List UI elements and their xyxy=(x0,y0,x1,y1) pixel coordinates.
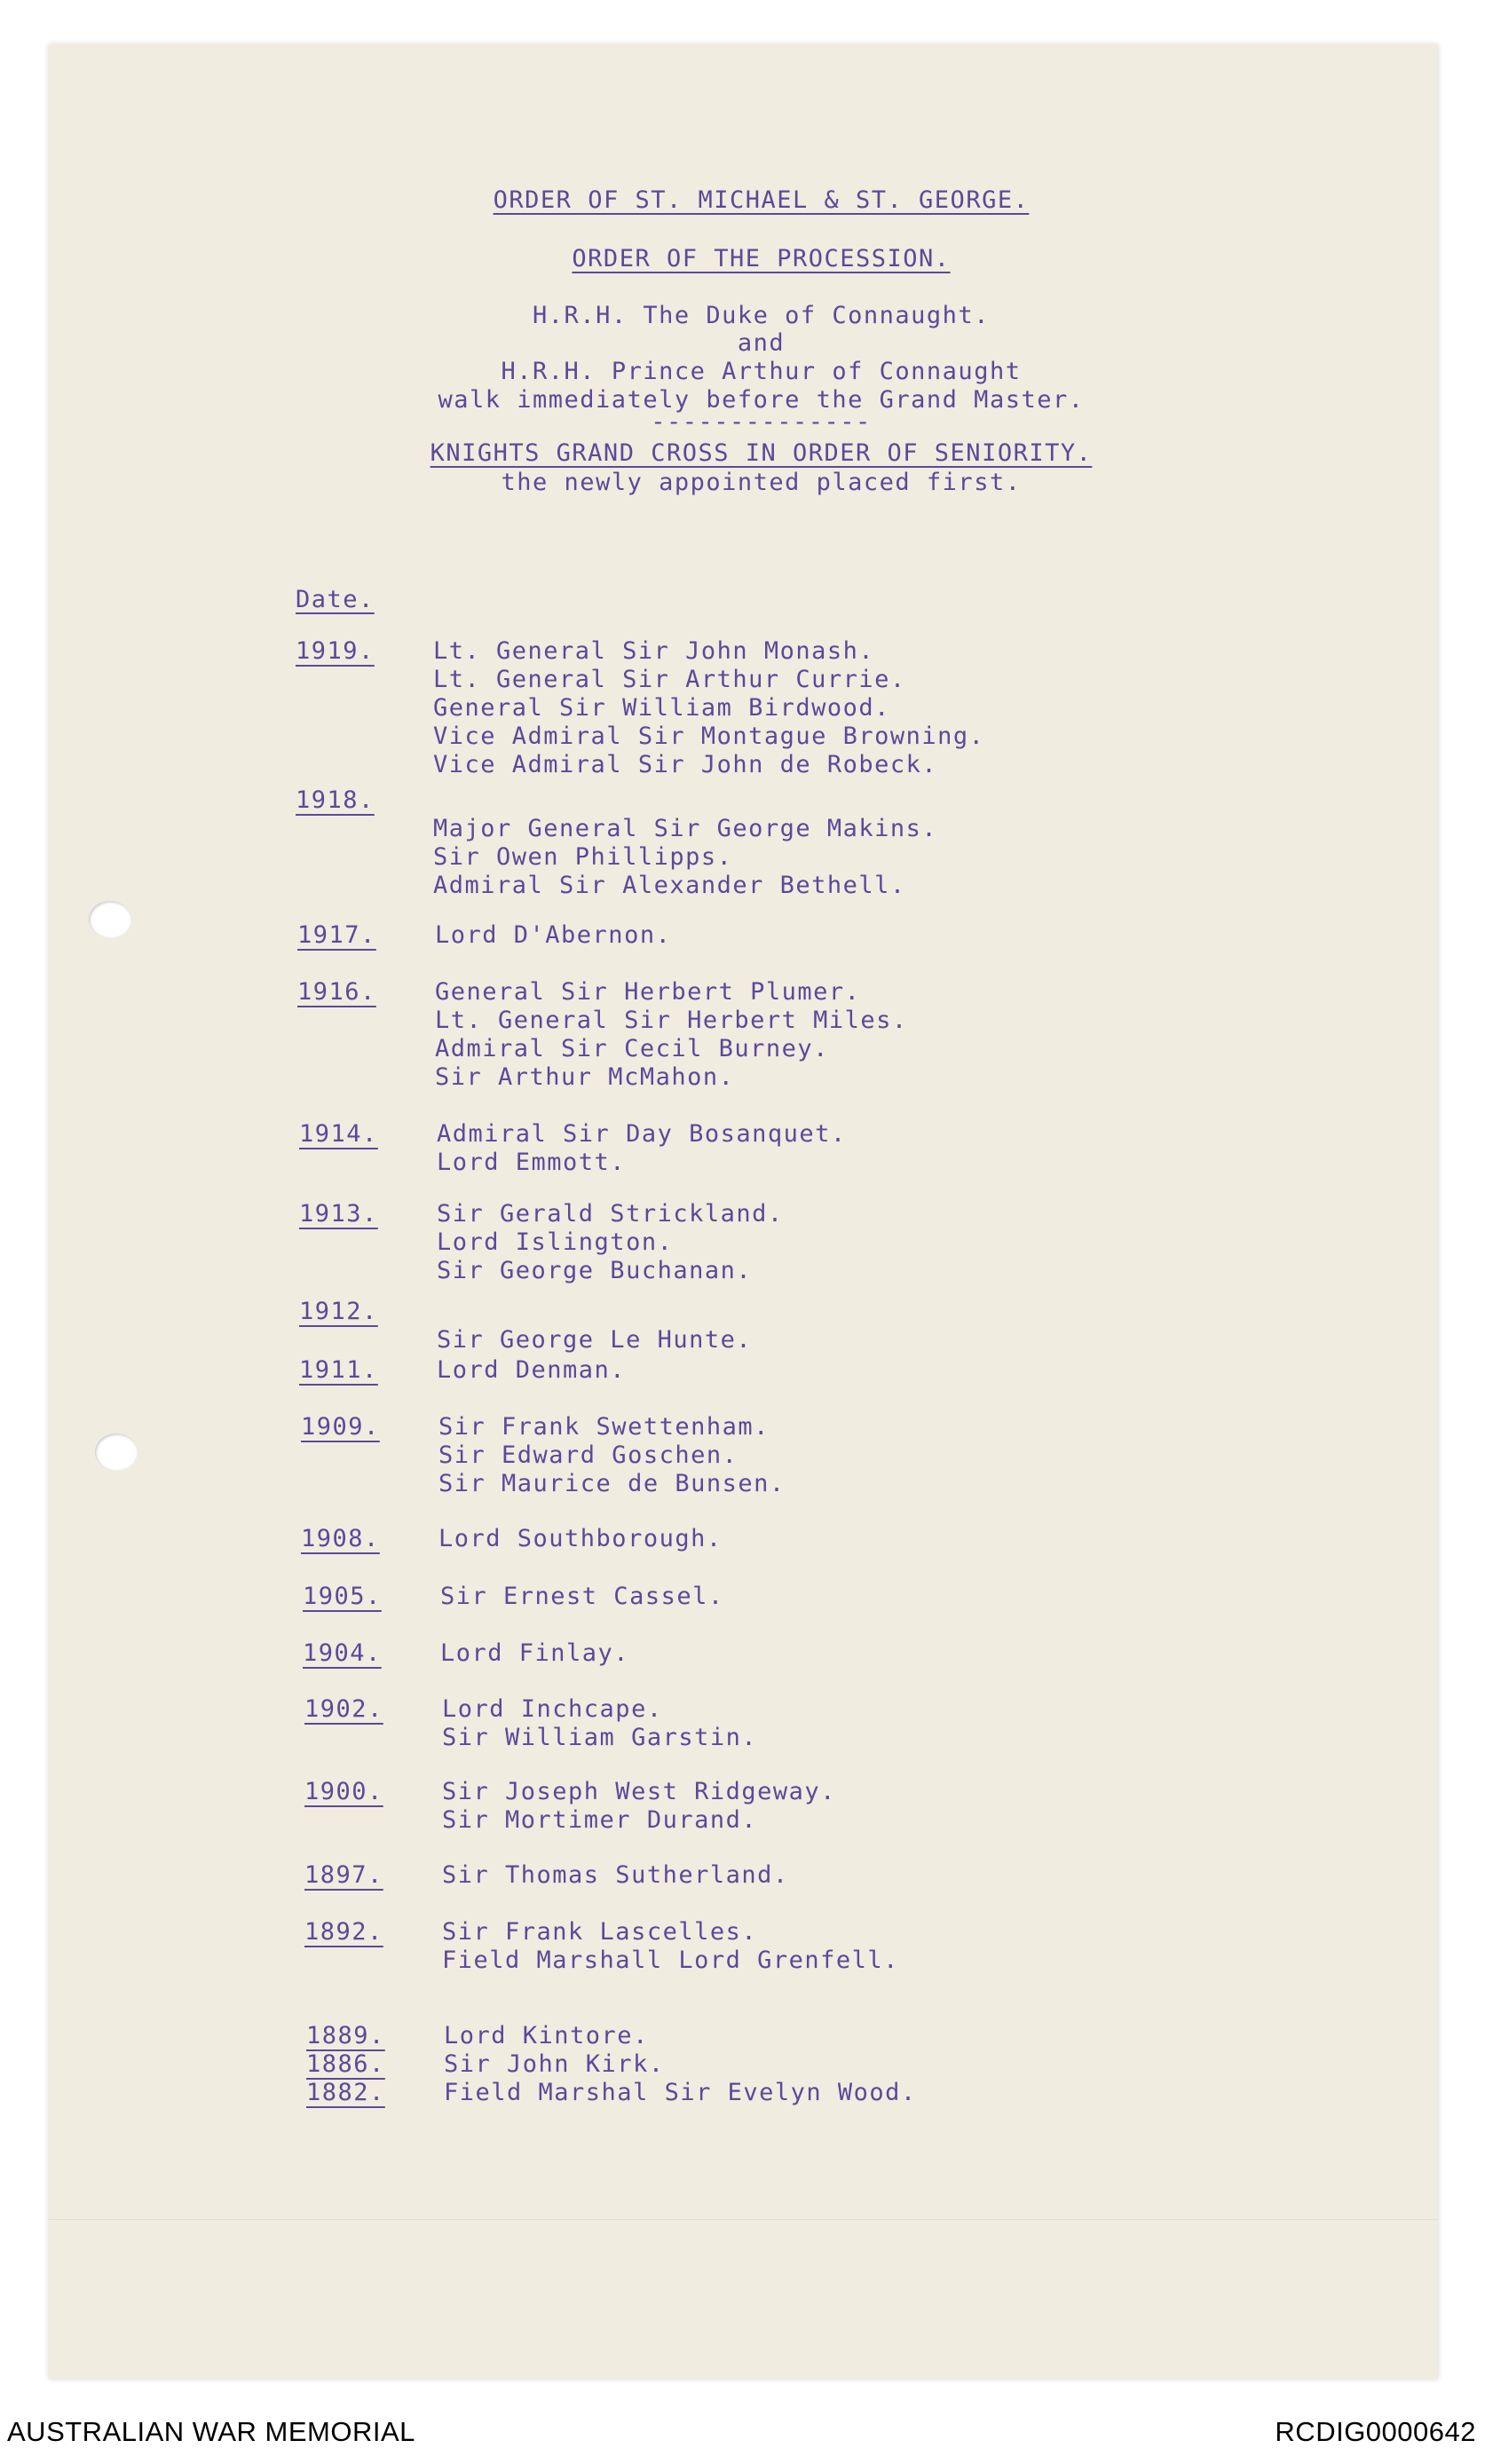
section-heading: KNIGHTS GRAND CROSS IN ORDER OF SENIORITY. xyxy=(430,439,1093,467)
entry-names xyxy=(440,1583,724,1611)
entry-name: Admiral Sir Day Bosanquet. xyxy=(437,1120,847,1148)
entry-year: 1900. xyxy=(304,1778,383,1805)
entry-names xyxy=(438,1525,723,1553)
intro-line: H.R.H. Prince Arthur of Connaught xyxy=(501,358,1022,385)
entry-name: Sir Thomas Sutherland. xyxy=(442,1861,789,1889)
entry-year: 1918. xyxy=(296,786,375,814)
entry-name: Sir Ernest Cassel. xyxy=(440,1583,724,1610)
entry-name: Sir Joseph West Ridgeway. xyxy=(442,1778,836,1805)
entry-year: 1917. xyxy=(297,921,376,949)
entry-names xyxy=(442,1695,757,1752)
entry-name: Lord Islington. xyxy=(437,1228,674,1256)
entry-name: General Sir Herbert Plumer. xyxy=(435,978,861,1006)
entry-name: Sir Edward Goschen. xyxy=(438,1441,739,1469)
entry-year: 1882. xyxy=(306,2079,385,2106)
entry-name: Field Marshal Sir Evelyn Wood. xyxy=(444,2079,917,2106)
entry-names xyxy=(444,2022,649,2050)
footer-archive-name: AUSTRALIAN WAR MEMORIAL xyxy=(7,2416,415,2447)
entry-year: 1916. xyxy=(297,978,376,1006)
entry-year: 1892. xyxy=(304,1918,383,1946)
entry-names xyxy=(437,1120,847,1177)
entry-name: Lt. General Sir John Monash. xyxy=(433,637,875,665)
entry-names xyxy=(442,1918,899,1975)
entry-year: 1914. xyxy=(299,1120,378,1148)
entry-name: Lord Finlay. xyxy=(440,1639,630,1667)
entry-names xyxy=(437,1298,752,1354)
entry-name: Sir Gerald Strickland. xyxy=(437,1200,784,1228)
entry-name: Sir Maurice de Bunsen. xyxy=(438,1470,786,1497)
paper-fold-line xyxy=(49,2219,1438,2220)
entry-name: Sir William Garstin. xyxy=(442,1724,758,1751)
entry-name: Lord D'Abernon. xyxy=(435,921,672,949)
entry-names xyxy=(444,2079,917,2107)
entry-name: Lord Kintore. xyxy=(444,2022,649,2049)
entry-name: Sir Arthur McMahon. xyxy=(435,1063,735,1091)
entry-names xyxy=(440,1639,629,1668)
entry-names xyxy=(444,2050,665,2079)
entry-year: 1889. xyxy=(306,2022,385,2049)
divider: -------------- xyxy=(651,408,872,436)
entry-name: General Sir William Birdwood. xyxy=(433,694,890,722)
entry-year: 1902. xyxy=(304,1695,383,1723)
entry-year: 1919. xyxy=(296,637,375,665)
document-title: ORDER OF ST. MICHAEL & ST. GEORGE. xyxy=(493,186,1030,214)
entry-name: Lord Inchcape. xyxy=(442,1695,663,1723)
punch-hole-bottom xyxy=(95,1433,138,1471)
entry-name: Lt. General Sir Arthur Currie. xyxy=(433,666,906,693)
document-subtitle: ORDER OF THE PROCESSION. xyxy=(572,245,951,272)
intro-line: H.R.H. The Duke of Connaught. xyxy=(533,302,990,329)
entry-names xyxy=(433,637,984,779)
entry-year: 1912. xyxy=(299,1298,378,1325)
entry-names xyxy=(437,1200,784,1285)
entry-year: 1911. xyxy=(299,1356,378,1384)
punch-hole-top xyxy=(89,901,131,938)
entry-names xyxy=(442,1778,836,1835)
entry-name: Major General Sir George Makins. xyxy=(433,815,938,842)
entry-names xyxy=(437,1356,626,1385)
entry-names xyxy=(438,1413,786,1498)
entry-year: 1886. xyxy=(306,2050,385,2078)
date-column-label: Date. xyxy=(296,586,375,613)
entry-year: 1897. xyxy=(304,1861,383,1889)
entry-name: Admiral Sir Alexander Bethell. xyxy=(433,872,906,899)
entry-year: 1913. xyxy=(299,1200,378,1228)
entry-year: 1908. xyxy=(301,1525,380,1552)
entry-year: 1904. xyxy=(303,1639,382,1667)
entry-name: Lord Southborough. xyxy=(438,1525,723,1552)
entry-names xyxy=(433,786,937,900)
entry-name: Vice Admiral Sir Montague Browning. xyxy=(433,723,985,750)
document-sheet xyxy=(49,44,1438,2379)
entry-year: 1909. xyxy=(301,1413,380,1441)
entry-name: Sir George Buchanan. xyxy=(437,1257,753,1284)
entry-names xyxy=(442,1861,789,1890)
entry-name: Lt. General Sir Herbert Miles. xyxy=(435,1007,908,1034)
entry-name: Sir Mortimer Durand. xyxy=(442,1806,758,1834)
entry-name: Sir John Kirk. xyxy=(444,2050,665,2078)
section-note: the newly appointed placed first. xyxy=(501,469,1022,496)
entry-year: 1905. xyxy=(303,1583,382,1610)
entry-name: Sir Owen Phillipps. xyxy=(433,843,733,871)
intro-line: and xyxy=(737,329,786,357)
entry-names xyxy=(435,978,908,1092)
intro-line: walk immediately before the Grand Master. xyxy=(438,386,1085,414)
entry-name: Lord Denman. xyxy=(437,1356,627,1384)
entry-name: Sir Frank Lascelles. xyxy=(442,1918,758,1946)
entry-name: Admiral Sir Cecil Burney. xyxy=(435,1035,829,1062)
entry-name: Lord Emmott. xyxy=(437,1149,627,1176)
entry-name: Sir Frank Swettenham. xyxy=(438,1413,770,1441)
footer-record-id: RCDIG0000642 xyxy=(1275,2416,1476,2447)
entry-name xyxy=(433,786,937,815)
entry-name: Vice Admiral Sir John de Robeck. xyxy=(433,751,938,778)
entry-name: Field Marshall Lord Grenfell. xyxy=(442,1947,899,1974)
entry-name xyxy=(437,1298,752,1326)
entry-name: Sir George Le Hunte. xyxy=(437,1326,753,1354)
entry-names xyxy=(435,921,671,950)
